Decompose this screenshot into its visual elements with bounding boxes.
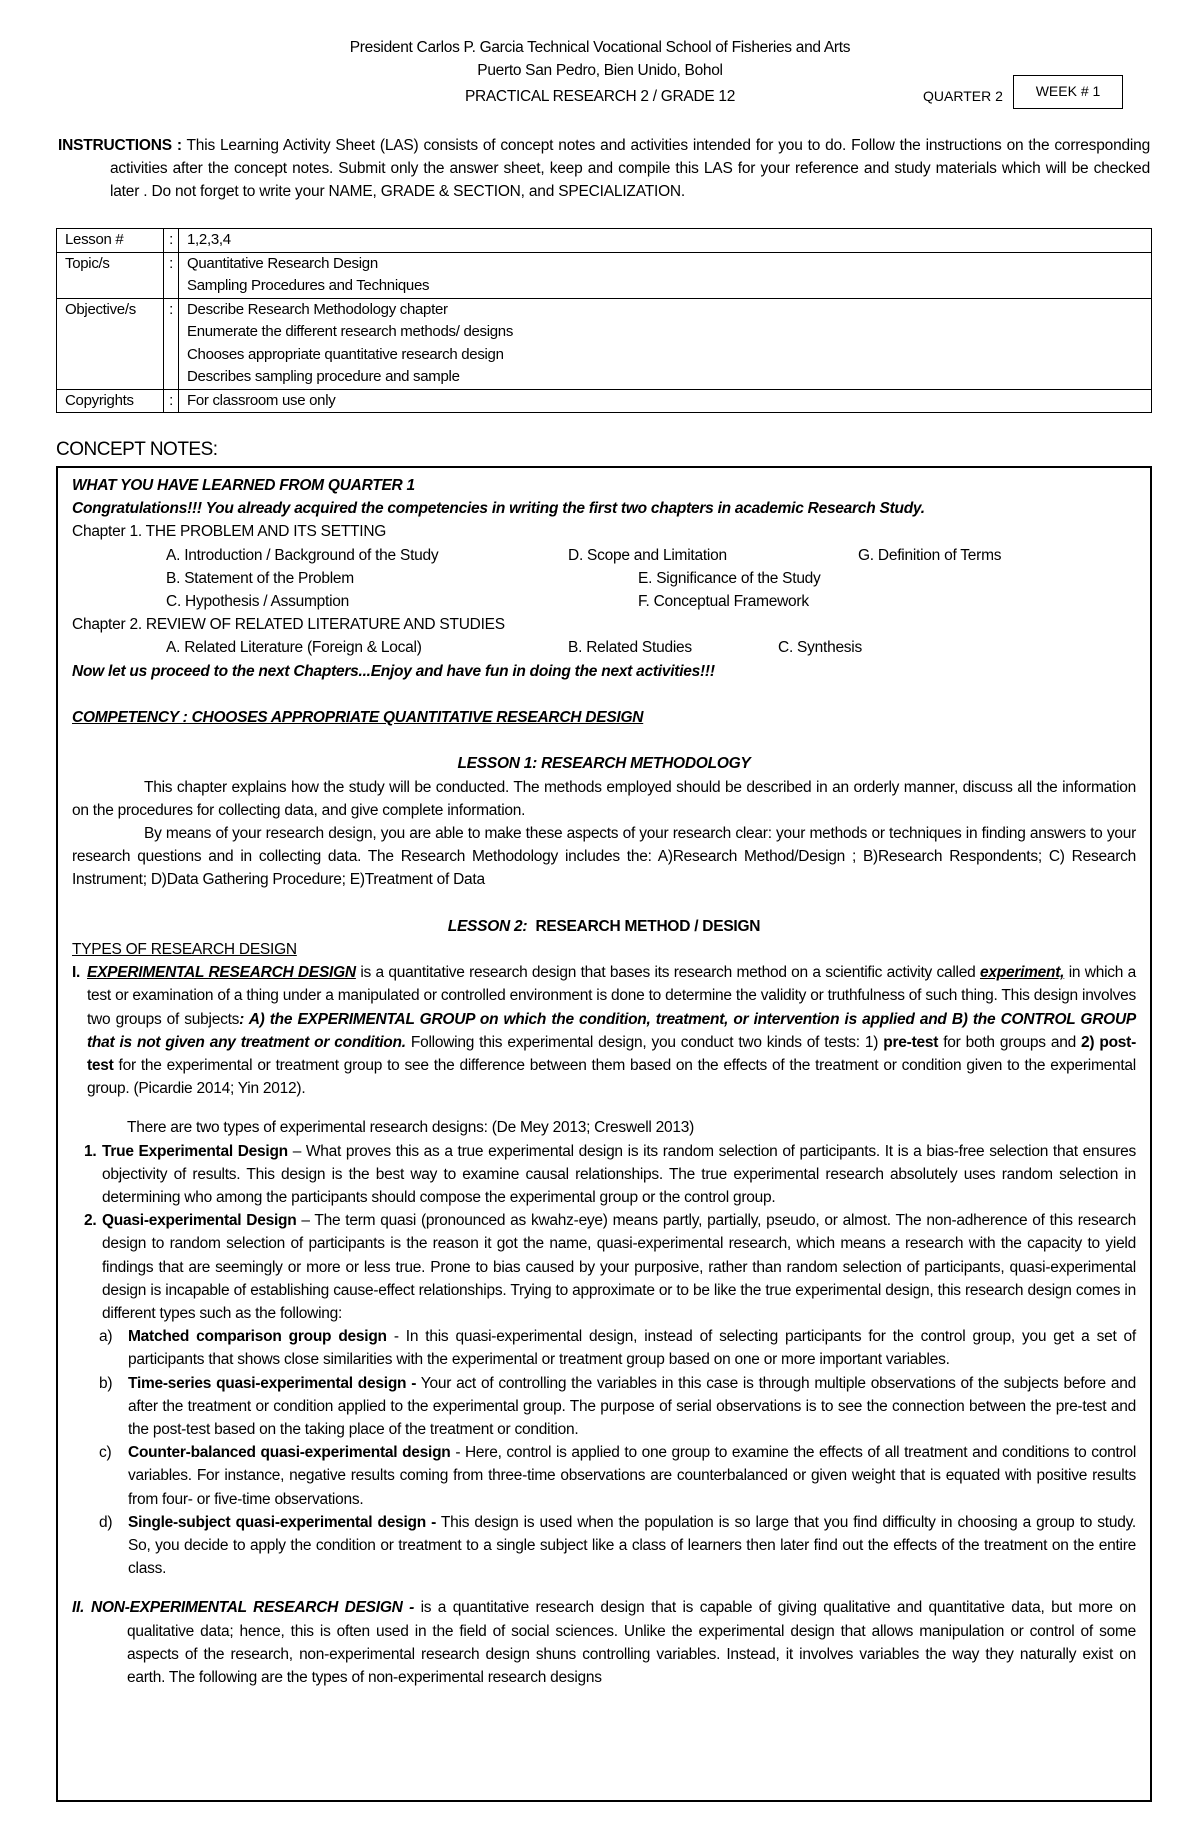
nonexp-number: II. xyxy=(72,1599,85,1617)
chapter2-row xyxy=(72,636,1136,659)
lesson2-title xyxy=(72,915,1136,938)
nonexp-title: NON-EXPERIMENTAL RESEARCH DESIGN - xyxy=(91,1599,415,1617)
true-exp-title: True Experimental Design xyxy=(102,1142,288,1160)
objective-item: Chooses appropriate quantitative research design xyxy=(187,345,504,363)
topics-row xyxy=(57,252,1152,298)
objectives-label: Objective/s xyxy=(57,298,164,389)
exp-title: EXPERIMENTAL RESEARCH DESIGN xyxy=(87,964,356,982)
exp-text-5: for the experimental or treatment group to see the difference between them based on the effects of the treatment or condition given to the experimental group. (Picardie 2014; Yin 2012). xyxy=(87,1056,1136,1098)
true-exp-text: – What proves this as a true experimental design is its random selection of participants. It is a bias-free selection that ensures objectivity of results. This design is the best way to examine causal relationships. The true experimental research absolutely uses random selection in determining who among the participants should compose the experimental group or the control group. xyxy=(102,1142,1136,1206)
objective-item: Describes sampling procedure and sample xyxy=(187,368,460,385)
quasi-type-text: This design is used when the population is so large that you find difficulty in choosing a group to study. So, you decide to apply the condition or treatment to a single subject like a class of learners then later find out the effects of the treatment on the entire class. xyxy=(128,1513,1136,1578)
ch1-item-c: C. Hypothesis / Assumption xyxy=(166,592,350,610)
non-experimental-paragraph xyxy=(72,1596,1136,1689)
chapter2-heading: Chapter 2. REVIEW OF RELATED LITERATURE AND STUDIES xyxy=(72,616,505,634)
topics-value xyxy=(179,252,1152,298)
exp-groups: : A) the EXPERIMENTAL GROUP on which the condition, treatment, or intervention is applied and B) the CONTROL GROUP that is not given any treatment or condition. xyxy=(87,1010,1136,1051)
topic-item: Sampling Procedures and Techniques xyxy=(187,277,430,294)
quasi-type-letter: b) xyxy=(99,1374,113,1392)
quasi-type-item xyxy=(72,1325,1136,1371)
ch1-item-f: F. Conceptual Framework xyxy=(638,592,809,610)
learned-heading: WHAT YOU HAVE LEARNED FROM QUARTER 1 xyxy=(72,477,415,494)
exp-number: I. xyxy=(72,964,81,982)
quasi-type-title: Single-subject quasi-experimental design - xyxy=(128,1513,437,1531)
exp-pretest: pre-test xyxy=(883,1033,939,1051)
lesson2-subtitle: RESEARCH METHOD / DESIGN xyxy=(535,917,761,935)
quasi-type-title: Counter-balanced quasi-experimental design xyxy=(128,1444,451,1462)
types-heading: TYPES OF RESEARCH DESIGN xyxy=(72,940,297,958)
quarter-label: QUARTER 2 xyxy=(923,88,1003,104)
experimental-design-paragraph xyxy=(72,961,1136,1100)
chapter1-heading: Chapter 1. THE PROBLEM AND ITS SETTING xyxy=(72,523,387,541)
copyrights-value: For classroom use only xyxy=(179,389,1152,413)
quasi-title: Quasi-experimental Design xyxy=(102,1212,297,1230)
quasi-number: 2. xyxy=(84,1212,97,1230)
quasi-type-item xyxy=(72,1511,1136,1581)
instructions xyxy=(58,134,1150,203)
exp-text-1: is a quantitative research design that bases its research method on a scientific activity called xyxy=(360,964,976,982)
ch1-item-e: E. Significance of the Study xyxy=(638,569,821,587)
school-name: President Carlos P. Garcia Technical Vocational School of Fisheries and Arts xyxy=(349,39,851,56)
lesson1-title: LESSON 1: RESEARCH METHODOLOGY xyxy=(457,755,751,773)
objective-item: Describe Research Methodology chapter xyxy=(187,300,448,318)
objectives-row xyxy=(57,298,1152,389)
chapter1-row xyxy=(72,590,1136,613)
colon: : xyxy=(164,229,179,253)
lesson-label: Lesson # xyxy=(57,229,164,253)
lesson-value: 1,2,3,4 xyxy=(179,229,1152,253)
lesson1-paragraph-1: This chapter explains how the study will be conducted. The methods employed should be described in an orderly manner, discuss all the information on the procedures for collecting data, and give complete information. xyxy=(72,778,1136,819)
quasi-text: – The term quasi (pronounced as kwahz-eye) means partly, partially, pseudo, or almost. The non-adherence of this research design to random selection of participants is the reason it got the name, quasi-experimental research, which means a research with the capacity to yield findings that are seemingly or more or less true. Prone to bias caused by your purposive, rather than random selection of participants, quasi-experimental design is incapable of establishing cause-effect relationships. Trying to approximate or to be like the true experimental design, this research design comes in different types such as the following: xyxy=(102,1212,1137,1322)
lesson2-label: LESSON 2: xyxy=(447,917,528,935)
proceed-text: Now let us proceed to the next Chapters...Enjoy and have fun in doing the next activities!!! xyxy=(72,662,715,680)
quasi-type-letter: d) xyxy=(99,1513,113,1531)
exp-text-4: for both groups and xyxy=(943,1033,1076,1051)
exp-text-2: in which a test or examination of a thing under a manipulated or controlled environment is done to determine the validity or truthfulness of such thing. This design involves two groups of subjects xyxy=(87,964,1137,1028)
congrats-text: Congratulations!!! You already acquired the competencies in writing the first two chapters in academic Research Study. xyxy=(72,500,925,518)
ch1-item-g: G. Definition of Terms xyxy=(858,546,1002,564)
nonexp-text: is a quantitative research design that is capable of giving qualitative and quantitative data, but more on qualitative data; hence, this is often used in the field of social sciences. Unlike the experimental design that allows manipulation or control of some aspects of the research, non-experimental research design shuns controlling variables. Instead, it involves variables the way they naturally exist on earth. The following are the types of non-experimental research designs xyxy=(127,1599,1136,1687)
subject-grade: PRACTICAL RESEARCH 2 / GRADE 12 xyxy=(464,88,736,105)
copyrights-label: Copyrights xyxy=(57,389,164,413)
competency-heading: COMPETENCY : CHOOSES APPROPRIATE QUANTITATIVE RESEARCH DESIGN xyxy=(72,708,644,726)
true-exp-number: 1. xyxy=(84,1142,97,1160)
concept-notes-box xyxy=(56,466,1152,1802)
ch2-item-b: B. Related Studies xyxy=(568,639,692,657)
exp-text-3: Following this experimental design, you conduct two kinds of tests: 1) xyxy=(410,1033,879,1051)
school-address: Puerto San Pedro, Bien Unido, Bohol xyxy=(477,62,723,79)
week-box: WEEK # 1 xyxy=(1013,75,1123,109)
chapter1-row xyxy=(72,544,1136,567)
chapter1-row xyxy=(72,567,1136,590)
concept-notes-title: CONCEPT NOTES: xyxy=(56,439,218,460)
quasi-type-item xyxy=(72,1441,1136,1511)
lesson-info-table xyxy=(56,228,1152,413)
objective-item: Enumerate the different research methods/ designs xyxy=(187,323,514,340)
quasi-type-text: Your act of controlling the variables in this case is through multiple observations of the subjects before and after the treatment or condition applied to the experimental group. The purpose of serial observations is to see the connection between the pre-test and the post-test based on the taking place of the treatment or condition. xyxy=(128,1374,1136,1439)
instructions-label: INSTRUCTIONS : xyxy=(58,137,182,154)
quasi-type-letter: a) xyxy=(99,1328,113,1346)
quasi-type-letter: c) xyxy=(99,1444,112,1462)
objectives-value xyxy=(179,298,1152,389)
ch2-item-c: C. Synthesis xyxy=(778,639,863,657)
two-types-text: There are two types of experimental research designs: (De Mey 2013; Creswell 2013) xyxy=(127,1119,695,1137)
exp-posttest: 2) post-test xyxy=(87,1033,1136,1074)
quasi-type-title: Time-series quasi-experimental design - xyxy=(128,1374,417,1392)
lesson-row xyxy=(57,229,1152,253)
ch2-item-a: A. Related Literature (Foreign & Local) xyxy=(166,639,422,657)
quasi-experimental-item xyxy=(72,1209,1136,1325)
quasi-type-text: - Here, control is applied to one group to examine the effects of all treatment and conditions to control variables. For instance, negative results coming from three-time observations are counterbalanced or given weight that is equated with positive results from four- or five-time observations. xyxy=(128,1444,1137,1508)
quasi-type-text: - In this quasi-experimental design, instead of selecting participants for the control group, you get a set of participants that shows close similarities with the experimental or treatment group based on one or more important variables. xyxy=(128,1328,1136,1369)
copyrights-row xyxy=(57,389,1152,413)
topic-item: Quantitative Research Design xyxy=(187,254,378,272)
true-experimental-item xyxy=(72,1140,1136,1210)
quasi-type-title: Matched comparison group design xyxy=(128,1328,387,1346)
ch1-item-d: D. Scope and Limitation xyxy=(568,546,727,564)
colon: : xyxy=(164,389,179,413)
colon: : xyxy=(164,298,179,389)
topics-label: Topic/s xyxy=(57,252,164,298)
ch1-item-a: A. Introduction / Background of the Study xyxy=(166,546,439,564)
exp-keyword: experiment, xyxy=(979,964,1065,982)
quasi-type-item xyxy=(72,1372,1136,1442)
lesson1-paragraph-2: By means of your research design, you are able to make these aspects of your research clear: your methods or techniques in finding answers to your research questions and in collecting data. The Research Methodology includes the: A)Research Method/Design ; B)Research Respondents; C) Research Instrument; D)Data Gathering Procedure; E)Treatment of Data xyxy=(72,824,1136,889)
ch1-item-b: B. Statement of the Problem xyxy=(166,569,354,587)
colon: : xyxy=(164,252,179,298)
instructions-text: This Learning Activity Sheet (LAS) consists of concept notes and activities intended for you to do. Follow the instructions on the corresponding activities after the concept notes. Submit only the answer sheet, keep and compile this LAS for your reference and study materials which will be checked later . Do not forget to write your NAME, GRADE & SECTION, and SPECIALIZATION. xyxy=(110,137,1151,200)
